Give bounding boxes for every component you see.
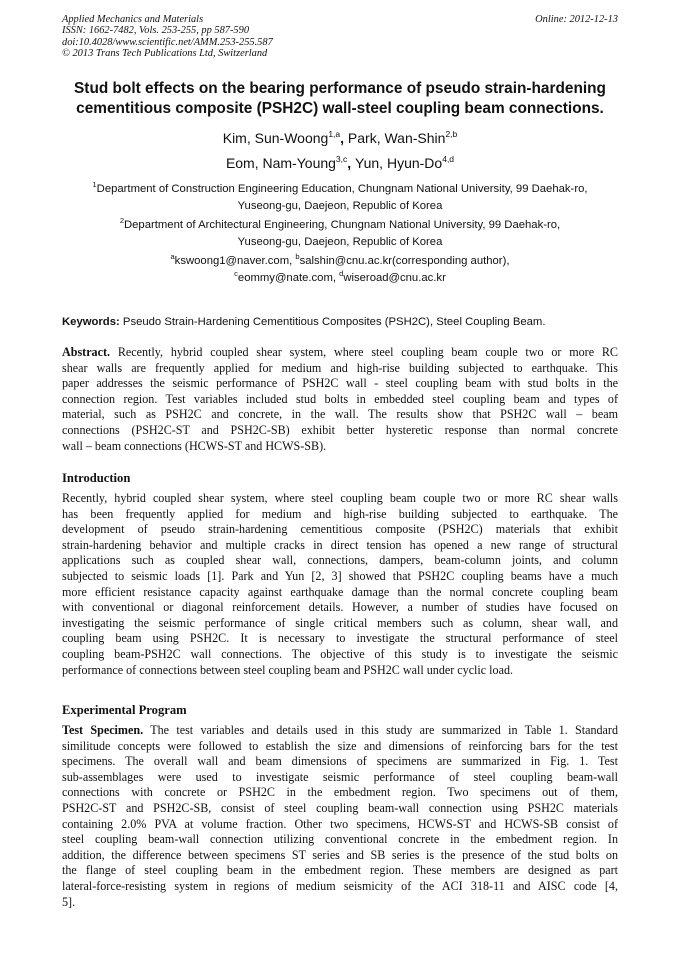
keywords-text: Pseudo Strain-Hardening Cementitious Composites (PSH2C), Steel Coupling Beam. — [119, 316, 546, 328]
abstract-line: shear walls are frequently applied for medium and high-rise building subjected to earthquake. This — [62, 360, 618, 375]
body-line: the flange of steel coupling beam in the embedment region. These members are designed as part — [62, 863, 618, 878]
introduction-paragraph — [62, 491, 618, 678]
author-line — [62, 129, 618, 147]
email-mark: b — [295, 252, 300, 261]
body-line: strain-hardening behavior and multiple cracks in direct tension has opened a new range of structural — [62, 537, 618, 552]
body-line: addition, the difference between specimens ST series and SB series is the presence of the stud bolts on — [62, 847, 618, 862]
paper-title — [62, 79, 618, 119]
body-line: with conventional or diagonal reinforcement details. However, a number of studies have focused on — [62, 600, 618, 615]
body-line: lateral-force-resisting system in regions of medium seismicity of the ACI 318-11 and AISC code [4, — [62, 878, 618, 893]
email-mark: c — [234, 268, 238, 278]
abstract-line: wall – beam connections (HCWS-ST and HCWS-SB). — [62, 438, 327, 453]
journal-doi[interactable]: doi:10.4028/www.scientific.net/AMM.253-255.587 — [62, 36, 273, 48]
affiliation-text: Department of Construction Engineering Education, Chungnam National University, 99 Daehak-ro, — [96, 183, 588, 195]
affiliation-text: Department of Architectural Engineering, Chungnam National University, 99 Daehak-ro, — [123, 219, 561, 231]
body-line: PSH2C-ST and PSH2C-SB, consist of steel coupling beam-wall connection using PSH2C materials — [62, 800, 618, 815]
body-line: coupling beam using PSH2C. It is necessary to investigate the structural performance of steel — [62, 631, 618, 646]
author-name: Eom, Nam-Young — [225, 155, 336, 171]
body-line: has been frequently applied for medium and high-rise building subjected to earthquake. The — [62, 506, 618, 521]
email-link[interactable]: kswoong1@naver.com, — [174, 255, 296, 267]
author-affiliation-mark: 1,a — [328, 129, 341, 139]
author-separator: , — [347, 155, 356, 171]
affiliation-line: Yuseong-gu, Daejeon, Republic of Korea — [237, 199, 443, 212]
paper-title-line: Stud bolt effects on the bearing performance of pseudo strain-hardening — [74, 80, 606, 97]
email-link[interactable]: salshin@cnu.ac.kr(corresponding author), — [299, 255, 510, 267]
body-line: similitude concepts were followed to establish the size and dimensions of reinforcing bars for the test — [62, 738, 618, 753]
body-line: Recently, hybrid coupled shear system, where steel coupling beam couple two or more RC shear walls — [62, 491, 618, 505]
affiliation-mark: 1 — [92, 180, 97, 189]
journal-copyright: © 2013 Trans Tech Publications Ltd, Switzerland — [62, 48, 268, 60]
body-line: steel coupling beam-wall connection utilizing conventional concrete in the embedment region. In — [62, 832, 618, 847]
body-line: applications such as coupled shear wall, connections, dampers, beam-column joints, and column — [62, 553, 618, 568]
body-line: more efficient resistance capacity against earthquake damage than the normal concrete coupling beam — [62, 584, 618, 599]
body-line: coupling beam-PSH2C wall connections. The objective of this study is to investigate the seismic — [62, 646, 618, 661]
body-line: sub-assemblages were used to investigate seismic performance of steel coupling beam-wall — [62, 769, 618, 784]
paragraph-lead: Test Specimen. — [62, 723, 144, 737]
email-line — [62, 253, 618, 270]
body-line: specimens. The overall wall and beam dimensions of specimens are summarized in Fig. 1. Test — [62, 754, 618, 769]
author-separator: , — [340, 130, 348, 146]
abstract-line — [62, 345, 618, 361]
email-link[interactable]: wiseroad@cnu.ac.kr — [343, 271, 446, 284]
section-heading-experimental: Experimental Program — [62, 703, 187, 717]
affiliation-line — [62, 217, 618, 234]
keywords-label: Keywords: — [62, 316, 120, 328]
body-line: investigating the seismic performance of single critical members such as column, shear wall, and — [62, 615, 618, 630]
paper-title-line: cementitious composite (PSH2C) wall-steel coupling beam connections. — [76, 100, 604, 117]
body-line: containing 2.0% PVA at volume fraction. Other two specimens, HCWS-ST and HCWS-SB consist of — [62, 816, 618, 831]
journal-name: Applied Mechanics and Materials — [62, 14, 204, 25]
email-mark: d — [339, 268, 344, 278]
keywords — [62, 315, 618, 330]
email-mark: a — [170, 252, 175, 261]
body-line: performance of connections between steel coupling beam and PSH2C wall under cyclic load. — [62, 662, 514, 677]
abstract-line: connections (PSH2C-ST and PSH2C-SB) exhibit better hysteretic response than normal concrete — [62, 422, 618, 437]
author-emails — [62, 253, 618, 286]
body-line — [62, 723, 618, 739]
abstract-line: paper addresses the seismic performance of PSH2C wall - steel coupling beam with stud bolts in the — [62, 376, 618, 391]
affiliation-line: Yuseong-gu, Daejeon, Republic of Korea — [237, 235, 443, 248]
abstract-line: material, such as PSH2C and concrete, in the wall. The results show that PSH2C wall – beam — [62, 407, 618, 422]
abstract-line: connection region. Test variables included stud bolts in embedded steel coupling beam and types of — [62, 391, 618, 406]
journal-issn: ISSN: 1662-7482, Vols. 253-255, pp 587-590 — [62, 25, 250, 37]
affiliation-line — [62, 181, 618, 198]
body-line: 5]. — [62, 894, 76, 909]
author-affiliation-mark: 4,d — [442, 154, 455, 164]
body-line: connections with concrete or PSH2C in the embedment region. Two specimens out of them, — [62, 785, 618, 800]
body-text: The test variables and details used in this study are summarized in Table 1. Standard — [143, 723, 619, 737]
online-date: Online: 2012-12-13 — [535, 14, 618, 25]
affiliation-mark: 2 — [119, 216, 124, 225]
body-line: subjected to seismic loads [1]. Park and Yun [2, 3] showed that PSH2C coupling beams have a much — [62, 568, 618, 583]
body-line: development of pseudo strain-hardening cementitious composite (PSH2C) materials that exhibit — [62, 522, 618, 537]
author-line — [62, 154, 618, 172]
test-specimen-paragraph — [62, 723, 618, 910]
abstract — [62, 345, 618, 454]
author-name: Yun, Hyun-Do — [355, 155, 443, 171]
author-affiliation-mark: 2,b — [445, 129, 458, 139]
affiliation — [62, 217, 618, 250]
author-affiliation-mark: 3,c — [335, 154, 348, 164]
author-name: Park, Wan-Shin — [347, 130, 446, 146]
section-heading-introduction: Introduction — [62, 471, 131, 485]
abstract-label: Abstract. — [62, 345, 111, 359]
email-link[interactable]: eommy@nate.com, — [237, 271, 340, 284]
author-name: Kim, Sun-Woong — [222, 130, 329, 146]
journal-header — [62, 14, 618, 60]
email-line — [62, 270, 618, 287]
abstract-text: Recently, hybrid coupled shear system, where steel coupling beam couple two or more RC — [110, 345, 618, 359]
affiliation — [62, 181, 618, 214]
